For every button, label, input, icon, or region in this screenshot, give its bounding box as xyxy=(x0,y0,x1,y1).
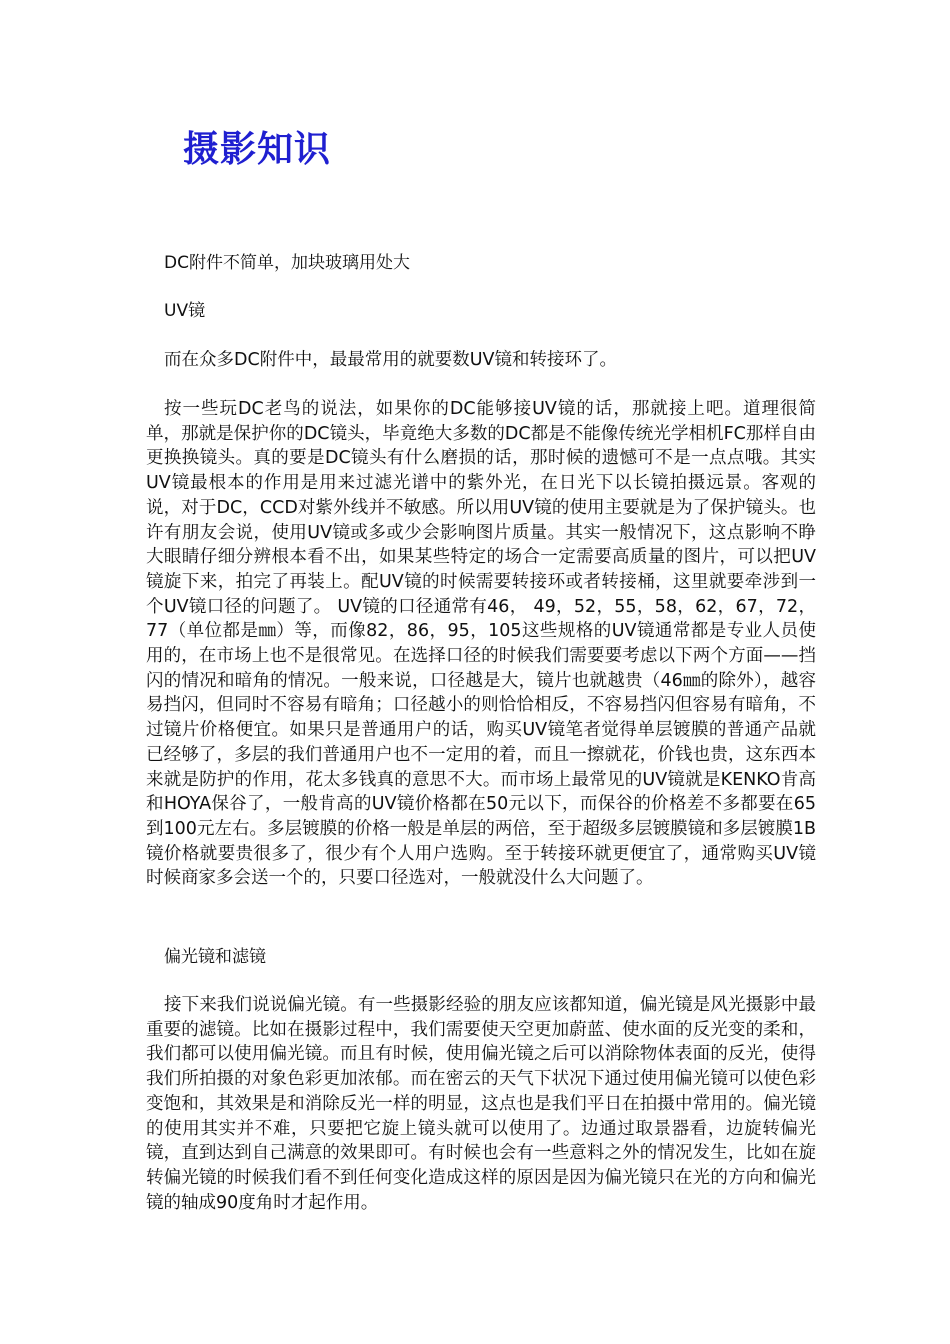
polarizer-paragraph: 接下来我们说说偏光镜。有一些摄影经验的朋友应该都知道，偏光镜是风光摄影中最重要的滤镜。比如在摄影过程中，我们需要使天空更加蔚蓝、使水面的反光变的柔和，我们都可以使用偏光镜。而且有时候，使用偏光镜之后可以消除物体表面的反光，使得我们所拍摄的对象色彩更加浓郁。而在密云的天气下状况下通过使用偏光镜可以使色彩变饱和，其效果是和消除反光一样的明显，这点也是我们平日在拍摄中常用的。偏光镜的使用其实并不难，只要把它旋上镜头就可以使用了。边通过取景器看，边旋转偏光镜，直到达到自己满意的效果即可。有时候也会有一些意料之外的情况发生，比如在旋转偏光镜的时候我们看不到任何变化造成这样的原因是因为偏光镜只在光的方向和偏光镜的轴成90度角时才起作用。 xyxy=(146,995,816,1213)
section-heading: DC附件不简单，加块玻璃用处大 xyxy=(164,253,410,273)
intro-paragraph: 而在众多DC附件中，最最常用的就要数UV镜和转接环了。 xyxy=(164,350,617,370)
polarizer-heading: 偏光镜和滤镜 xyxy=(164,947,266,967)
page-title: 摄影知识 xyxy=(183,129,332,170)
uv-heading: UV镜 xyxy=(164,301,206,321)
uv-paragraph: 按一些玩DC老鸟的说法，如果你的DC能够接UV镜的话，那就接上吧。道理很简单，那就是保护你的DC镜头，毕竟绝大多数的DC都是不能像传统光学相机FC那样自由更换换镜头。真的要是DC镜头有什么磨损的话，那时候的遗憾可不是一点点哦。其实UV镜最根本的作用是用来过滤光谱中的紫外光，在日光下以长镜拍摄远景。客观的说，对于DC，CCD对紫外线并不敏感。所以用UV镜的使用主要就是为了保护镜头。也许有朋友会说，使用UV镜或多或少会影响图片质量。其实一般情况下，这点影响不睁大眼睛仔细分辨根本看不出，如果某些特定的场合一定需要高质量的图片，可以把UV镜旋下来，拍完了再装上。配UV镜的时候需要转接环或者转接桶，这里就要牵涉到一个UV镜口径的问题了。 UV镜的口径通常有46， 49，52，55，58，62，67，72，77（单位都是㎜）等，而像82，86，95，105这些规格的UV镜通常都是专业人员使用的，在市场上也不是很常见。在选择口径的时候我们需要要考虑以下两个方面——挡闪的情况和暗角的情况。一般来说，口径越是大，镜片也就越贵（46㎜的除外），越容易挡闪，但同时不容易有暗角；口径越小的则恰恰相反，不容易挡闪但容易有暗角，不过镜片价格便宜。如果只是普通用户的话，购买UV镜笔者觉得单层镀膜的普通产品就已经够了，多层的我们普通用户也不一定用的着，而且一擦就花，价钱也贵，这东西本来就是防护的作用，花太多钱真的意思不大。而市场上最常见的UV镜就是KENKO肯高和HOYA保谷了，一般肯高的UV镜价格都在50元以下，而保谷的价格差不多都要在65到100元左右。多层镀膜的价格一般是单层的两倍，至于超级多层镀膜镜和多层镀膜1B镜价格就要贵很多了，很少有个人用户选购。至于转接环就更便宜了，通常购买UV镜时候商家多会送一个的，只要口径选对，一般就没什么大问题了。 xyxy=(146,399,816,889)
